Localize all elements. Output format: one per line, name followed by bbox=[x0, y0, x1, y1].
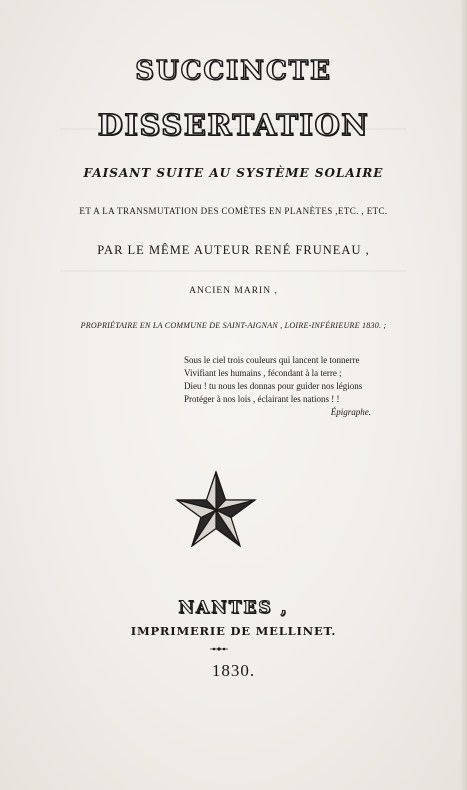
ornament-icon bbox=[209, 645, 229, 653]
title-line-1: SUCCINCTE bbox=[135, 56, 332, 86]
imprint-printer: IMPRIMERIE DE MELLINET. bbox=[130, 624, 337, 638]
imprint-city: NANTES , bbox=[178, 598, 289, 618]
epigraph-line: Protéger à nos lois , éclairant les nations ! ! bbox=[184, 394, 340, 404]
transmutation-line: ET A LA TRANSMUTATION DES COMÈTES EN PLANÈTES ,ETC. , ETC. bbox=[79, 206, 388, 216]
owner-line: PROPRIÉTAIRE EN LA COMMUNE DE SAINT-AIGNAN , LOIRE-INFÉRIEURE 1830. ; bbox=[80, 321, 387, 330]
epigraph-line: Dieu ! tu nous les donnas pour guider nos légions bbox=[184, 381, 363, 391]
show-through bbox=[60, 270, 407, 272]
epigraph-line: Vivifiant les humains , fécondant à la terre ; bbox=[184, 368, 342, 378]
author-line: PAR LE MÊME AUTEUR RENÉ FRUNEAU , bbox=[97, 243, 370, 257]
subtitle: FAISANT SUITE AU SYSTÈME SOLAIRE bbox=[83, 166, 384, 180]
epigraph-attribution: Épigraphe. bbox=[330, 407, 371, 417]
epigraph bbox=[184, 354, 399, 419]
star-icon bbox=[172, 468, 260, 552]
occupation-line: ANCIEN MARIN , bbox=[189, 286, 278, 296]
epigraph-line: Sous le ciel trois couleurs qui lancent le tonnerre bbox=[184, 355, 360, 365]
title-line-2: DISSERTATION bbox=[97, 108, 370, 142]
imprint-year: 1830. bbox=[211, 661, 256, 680]
